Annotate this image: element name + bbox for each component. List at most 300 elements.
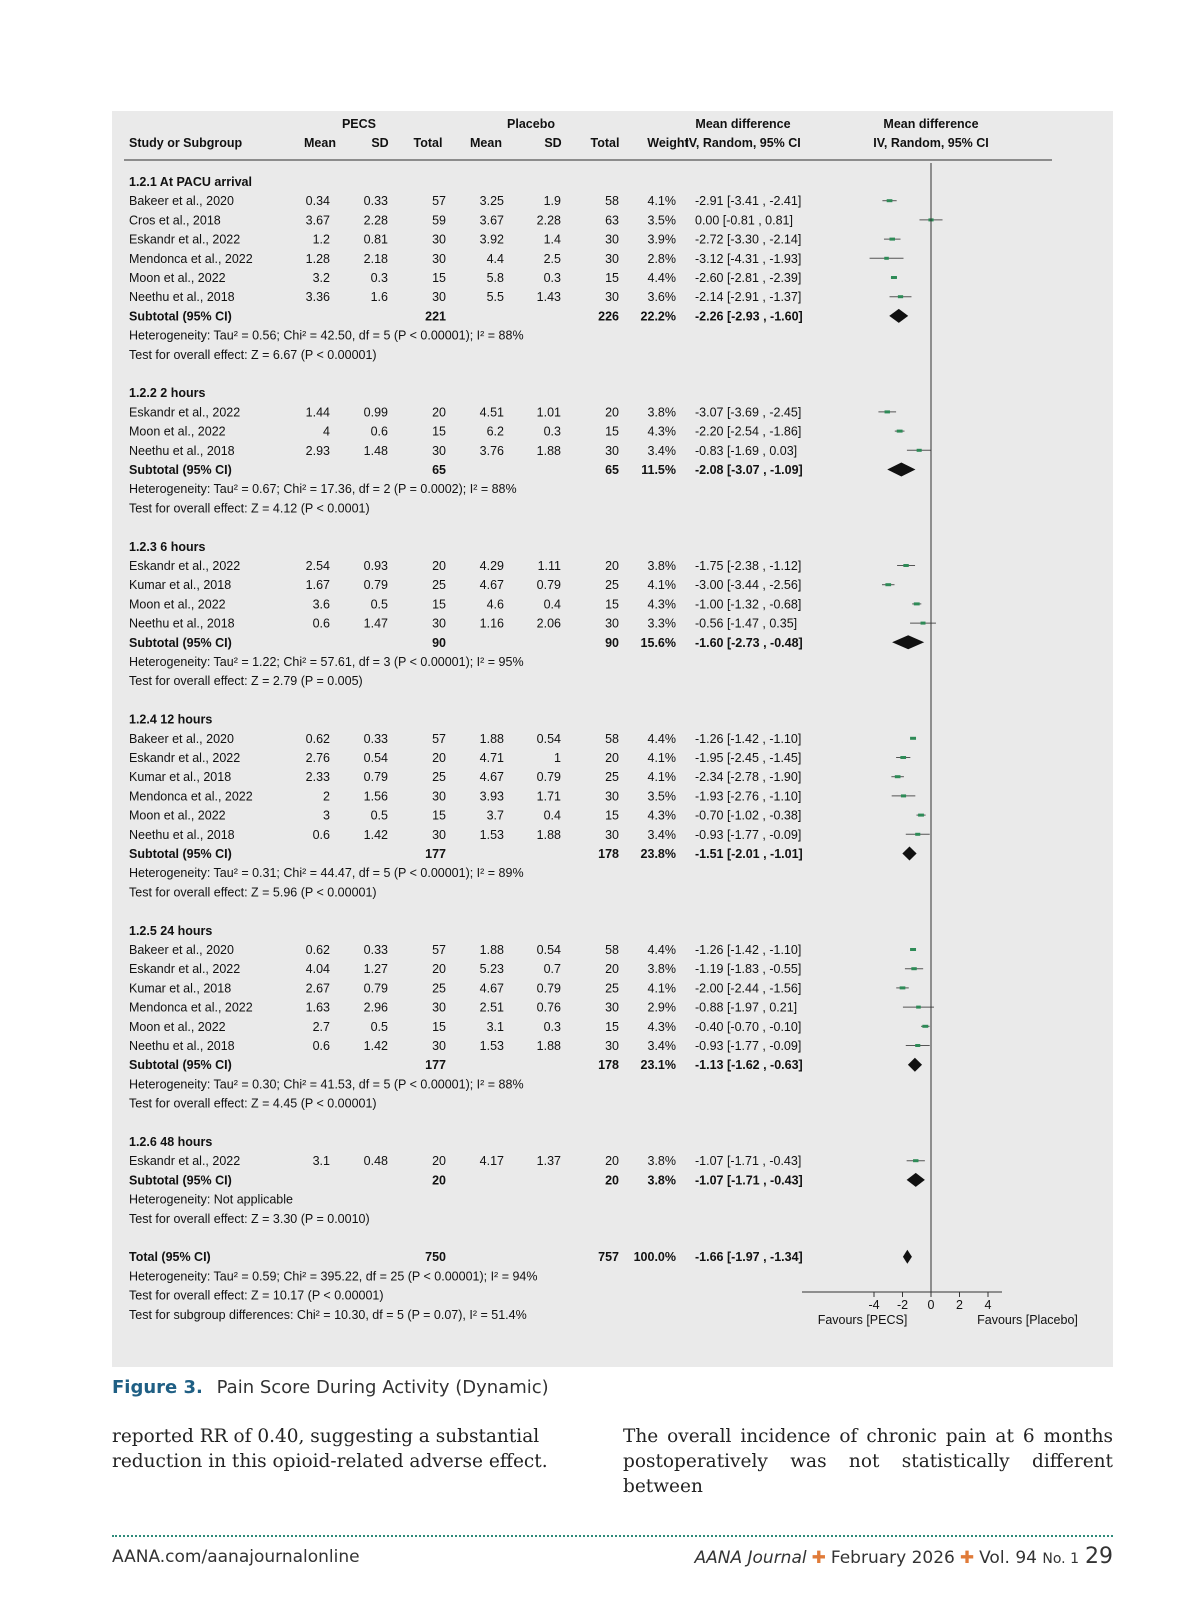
weight: 3.5% <box>647 213 676 228</box>
total-pecs: 15 <box>432 808 446 823</box>
total-total-placebo: 757 <box>598 1250 619 1265</box>
sd-pecs: 0.33 <box>363 194 388 209</box>
weight: 3.4% <box>647 443 676 458</box>
sd-pecs: 1.47 <box>363 616 388 631</box>
subgroup-title: 1.2.2 2 hours <box>129 386 206 401</box>
study-name: Mendonca et al., 2022 <box>129 1000 253 1015</box>
sd-pecs: 0.99 <box>363 405 388 420</box>
weight: 4.1% <box>647 578 676 593</box>
footer-url: AANA.com/aanajournalonline <box>112 1547 360 1567</box>
weight: 3.4% <box>647 1039 676 1053</box>
study-name: Neethu et al., 2018 <box>129 443 235 458</box>
subtotal-diamond <box>908 1058 922 1072</box>
sd-placebo: 1.9 <box>543 194 561 209</box>
subtotal-ci: -2.26 [-2.93 , -1.60] <box>695 309 803 324</box>
weight: 3.8% <box>647 1154 676 1169</box>
overall-effect-text: Test for overall effect: Z = 4.12 (P < 0.0001) <box>129 501 370 516</box>
sd-placebo: 1.43 <box>536 290 561 305</box>
study-point-estimate <box>884 257 889 260</box>
weight: 4.3% <box>647 597 676 612</box>
total-pecs: 20 <box>432 962 446 977</box>
sd-pecs: 2.18 <box>363 251 388 266</box>
study-name: Eskandr et al., 2022 <box>129 751 241 765</box>
mean-pecs: 4 <box>323 424 330 439</box>
sd-placebo: 0.4 <box>543 597 561 612</box>
mean-pecs: 0.6 <box>312 1039 330 1053</box>
study-point-estimate <box>900 756 906 759</box>
header-study: Study or Subgroup <box>129 136 243 150</box>
total-pecs: 25 <box>432 578 446 593</box>
study-name: Kumar et al., 2018 <box>129 770 232 785</box>
favours-placebo-label: Favours [Placebo] <box>977 1313 1078 1327</box>
footer-date: February 2026 <box>830 1548 955 1568</box>
total-placebo: 15 <box>605 808 619 823</box>
study-point-estimate <box>885 583 891 586</box>
total-placebo: 30 <box>605 251 619 266</box>
sd-placebo: 0.3 <box>543 1019 561 1034</box>
subtotal-diamond <box>902 847 916 861</box>
mean-pecs: 0.34 <box>305 194 330 209</box>
header-mean-pecs: Mean <box>304 136 336 150</box>
study-point-estimate <box>910 737 916 740</box>
mean-difference-ci: -1.07 [-1.71 , -0.43] <box>695 1154 802 1169</box>
mean-placebo: 4.67 <box>479 770 504 785</box>
mean-placebo: 3.76 <box>479 443 504 458</box>
heterogeneity-text: Heterogeneity: Tau² = 0.31; Chi² = 44.47, df = 5 (P < 0.00001); I² = 89% <box>129 866 524 881</box>
subtotal-weight: 3.8% <box>647 1173 676 1188</box>
heterogeneity-text: Heterogeneity: Tau² = 0.56; Chi² = 42.50, df = 5 (P < 0.00001); I² = 88% <box>129 328 524 343</box>
heterogeneity-text: Heterogeneity: Tau² = 0.30; Chi² = 41.53, df = 5 (P < 0.00001); I² = 88% <box>129 1077 524 1092</box>
mean-difference-ci: -1.00 [-1.32 , -0.68] <box>695 597 802 612</box>
subtotal-ci: -1.51 [-2.01 , -1.01] <box>695 847 803 861</box>
subtotal-label: Subtotal (95% CI) <box>129 309 232 324</box>
subtotal-weight: 23.1% <box>640 1058 676 1073</box>
study-name: Neethu et al., 2018 <box>129 827 235 842</box>
x-tick-label: -4 <box>868 1298 880 1312</box>
footer-citation <box>695 1544 1114 1569</box>
sd-placebo: 1.11 <box>537 559 561 573</box>
mean-placebo: 4.6 <box>486 597 504 612</box>
mean-placebo: 3.1 <box>486 1019 504 1034</box>
subtotal-label: Subtotal (95% CI) <box>129 1058 232 1073</box>
mean-placebo: 2.51 <box>479 1000 504 1015</box>
weight: 3.8% <box>647 559 676 573</box>
body-text-left: reported RR of 0.40, suggesting a substantial reduction in this opioid-related adverse effect. <box>112 1426 548 1472</box>
total-placebo: 30 <box>605 290 619 305</box>
subtotal-total-placebo: 178 <box>598 847 619 861</box>
total-pecs: 15 <box>432 1019 446 1034</box>
mean-difference-ci: -1.19 [-1.83 , -0.55] <box>695 962 802 977</box>
overall-effect-text: Test for overall effect: Z = 5.96 (P < 0.00001) <box>129 885 377 900</box>
mean-difference-ci: -1.95 [-2.45 , -1.45] <box>695 751 802 765</box>
study-point-estimate <box>914 602 920 605</box>
sd-placebo: 2.06 <box>536 616 561 631</box>
sd-pecs: 0.6 <box>370 424 388 439</box>
subtotal-ci: -1.07 [-1.71 , -0.43] <box>695 1173 803 1188</box>
mean-pecs: 3 <box>323 808 330 823</box>
subtotal-weight: 15.6% <box>640 635 676 650</box>
total-pecs: 30 <box>432 443 446 458</box>
sd-placebo: 0.79 <box>536 981 561 996</box>
study-point-estimate <box>915 1044 920 1047</box>
sd-placebo: 1.88 <box>536 443 561 458</box>
sd-placebo: 1.71 <box>536 789 561 804</box>
weight: 4.4% <box>647 271 676 285</box>
study-name: Moon et al., 2022 <box>129 1019 226 1034</box>
study-name: Eskandr et al., 2022 <box>129 559 241 573</box>
total-placebo: 58 <box>605 731 619 746</box>
mean-difference-ci: -1.26 [-1.42 , -1.10] <box>695 731 802 746</box>
mean-pecs: 0.62 <box>305 943 330 957</box>
study-name: Bakeer et al., 2020 <box>129 731 234 746</box>
sd-pecs: 0.54 <box>363 751 388 765</box>
sd-pecs: 0.93 <box>363 559 388 573</box>
mean-pecs: 1.44 <box>305 405 330 420</box>
total-pecs: 57 <box>432 194 446 209</box>
mean-placebo: 1.16 <box>479 616 504 631</box>
study-point-estimate <box>911 967 916 970</box>
subtotal-total-pecs: 221 <box>425 309 446 324</box>
total-placebo: 58 <box>605 943 619 957</box>
heterogeneity-text: Heterogeneity: Tau² = 1.22; Chi² = 57.61, df = 3 (P < 0.00001); I² = 95% <box>129 655 524 669</box>
sd-placebo: 0.79 <box>536 770 561 785</box>
mean-placebo: 4.67 <box>479 981 504 996</box>
mean-placebo: 4.29 <box>479 559 504 573</box>
study-point-estimate <box>889 238 895 241</box>
study-name: Mendonca et al., 2022 <box>129 789 253 804</box>
total-placebo: 30 <box>605 827 619 842</box>
study-point-estimate <box>900 986 906 989</box>
mean-placebo: 3.92 <box>479 232 504 247</box>
study-name: Moon et al., 2022 <box>129 597 226 612</box>
mean-pecs: 2.67 <box>305 981 330 996</box>
study-point-estimate <box>921 622 926 625</box>
mean-pecs: 2.33 <box>305 770 330 785</box>
mean-placebo: 5.23 <box>479 962 504 977</box>
mean-placebo: 5.5 <box>486 290 504 305</box>
sd-placebo: 0.76 <box>536 1000 561 1015</box>
footer-separator-icon: ✚ <box>811 1548 826 1568</box>
sd-placebo: 1.88 <box>536 1039 561 1053</box>
footer-volume: Vol. 94 <box>979 1548 1037 1568</box>
mean-placebo: 5.8 <box>486 271 504 285</box>
mean-placebo: 1.88 <box>479 731 504 746</box>
study-point-estimate <box>897 430 903 433</box>
total-placebo: 58 <box>605 194 619 209</box>
weight: 3.6% <box>647 290 676 305</box>
header-method: IV, Random, 95% CI <box>685 136 801 150</box>
weight: 3.3% <box>647 616 676 631</box>
sd-pecs: 0.5 <box>370 597 388 612</box>
subtotal-total-pecs: 65 <box>432 463 446 477</box>
subtotal-total-pecs: 177 <box>425 847 446 861</box>
mean-difference-ci: -2.60 [-2.81 , -2.39] <box>695 271 802 285</box>
study-name: Eskandr et al., 2022 <box>129 405 241 420</box>
sd-pecs: 0.81 <box>363 232 388 247</box>
heterogeneity-text: Heterogeneity: Tau² = 0.59; Chi² = 395.22, df = 25 (P < 0.00001); I² = 94% <box>129 1269 538 1284</box>
sd-pecs: 1.56 <box>363 789 388 804</box>
subtotal-ci: -1.60 [-2.73 , -0.48] <box>695 635 803 650</box>
weight: 4.3% <box>647 808 676 823</box>
study-name: Neethu et al., 2018 <box>129 290 235 305</box>
weight: 4.4% <box>647 731 676 746</box>
header-placebo: Placebo <box>507 117 555 131</box>
weight: 4.1% <box>647 981 676 996</box>
total-placebo: 15 <box>605 424 619 439</box>
weight: 4.3% <box>647 1019 676 1034</box>
mean-pecs: 2.54 <box>305 559 330 573</box>
total-placebo: 30 <box>605 1039 619 1053</box>
mean-difference-ci: -1.75 [-2.38 , -1.12] <box>695 559 802 573</box>
sd-pecs: 0.5 <box>370 808 388 823</box>
weight: 3.8% <box>647 405 676 420</box>
subtotal-label: Subtotal (95% CI) <box>129 1173 232 1188</box>
mean-pecs: 0.6 <box>312 616 330 631</box>
mean-pecs: 0.6 <box>312 827 330 842</box>
total-label: Total (95% CI) <box>129 1250 211 1265</box>
mean-pecs: 2 <box>323 789 330 804</box>
favours-pecs-label: Favours [PECS] <box>817 1313 908 1327</box>
total-ci: -1.66 [-1.97 , -1.34] <box>695 1250 803 1265</box>
mean-placebo: 3.7 <box>486 808 504 823</box>
sd-placebo: 1.88 <box>536 827 561 842</box>
weight: 3.8% <box>647 962 676 977</box>
page-number: 29 <box>1085 1544 1113 1569</box>
mean-pecs: 4.04 <box>305 962 330 977</box>
mean-difference-ci: -0.83 [-1.69 , 0.03] <box>695 443 798 458</box>
study-name: Cros et al., 2018 <box>129 213 221 228</box>
sd-pecs: 2.96 <box>363 1000 388 1015</box>
total-placebo: 30 <box>605 443 619 458</box>
total-placebo: 20 <box>605 1154 619 1169</box>
sd-pecs: 0.33 <box>363 943 388 957</box>
total-placebo: 30 <box>605 616 619 631</box>
mean-placebo: 1.88 <box>479 943 504 957</box>
total-placebo: 25 <box>605 770 619 785</box>
weight: 4.1% <box>647 751 676 765</box>
footer-issue: No. 1 <box>1042 1551 1079 1567</box>
forest-plot-figure <box>112 111 1113 1367</box>
mean-difference-ci: -2.20 [-2.54 , -1.86] <box>695 424 802 439</box>
sd-pecs: 1.6 <box>370 290 388 305</box>
total-pecs: 25 <box>432 770 446 785</box>
mean-placebo: 3.25 <box>479 194 504 209</box>
total-placebo: 30 <box>605 1000 619 1015</box>
total-pecs: 25 <box>432 981 446 996</box>
mean-pecs: 3.6 <box>312 597 330 612</box>
mean-difference-ci: -1.26 [-1.42 , -1.10] <box>695 943 802 957</box>
total-placebo: 20 <box>605 559 619 573</box>
header-sd-placebo: SD <box>544 136 562 150</box>
total-placebo: 25 <box>605 981 619 996</box>
overall-effect-text: Test for overall effect: Z = 6.67 (P < 0.00001) <box>129 347 377 362</box>
subgroup-title: 1.2.4 12 hours <box>129 712 213 727</box>
mean-pecs: 1.67 <box>305 578 330 593</box>
sd-pecs: 2.28 <box>363 213 388 228</box>
study-name: Kumar et al., 2018 <box>129 981 232 996</box>
subtotal-diamond <box>892 635 924 649</box>
mean-difference-ci: -2.34 [-2.78 , -1.90] <box>695 770 802 785</box>
mean-difference-ci: -0.56 [-1.47 , 0.35] <box>695 616 798 631</box>
study-name: Moon et al., 2022 <box>129 808 226 823</box>
total-pecs: 59 <box>432 213 446 228</box>
mean-difference-ci: -3.12 [-4.31 , -1.93] <box>695 251 802 266</box>
mean-pecs: 2.93 <box>305 443 330 458</box>
total-placebo: 30 <box>605 232 619 247</box>
mean-placebo: 3.93 <box>479 789 504 804</box>
mean-placebo: 4.71 <box>479 751 504 765</box>
study-name: Bakeer et al., 2020 <box>129 943 234 957</box>
sd-placebo: 0.4 <box>543 808 561 823</box>
sd-pecs: 0.79 <box>363 981 388 996</box>
subtotal-total-pecs: 177 <box>425 1058 446 1073</box>
study-point-estimate <box>916 1006 921 1009</box>
mean-pecs: 2.7 <box>312 1019 330 1034</box>
subgroup-differences-text: Test for subgroup differences: Chi² = 10.30, df = 5 (P = 0.07), I² = 51.4% <box>129 1307 527 1322</box>
mean-difference-ci: -3.00 [-3.44 , -2.56] <box>695 578 802 593</box>
mean-pecs: 1.2 <box>312 232 330 247</box>
sd-placebo: 0.79 <box>536 578 561 593</box>
mean-placebo: 4.51 <box>479 405 504 420</box>
mean-placebo: 3.67 <box>479 213 504 228</box>
total-pecs: 20 <box>432 559 446 573</box>
weight: 2.9% <box>647 1000 676 1015</box>
x-tick-label: 4 <box>984 1298 992 1312</box>
subtotal-total-pecs: 20 <box>432 1173 446 1188</box>
header-sd-pecs: SD <box>371 136 389 150</box>
total-weight: 100.0% <box>633 1250 676 1265</box>
sd-placebo: 0.54 <box>536 731 561 746</box>
mean-pecs: 3.2 <box>312 271 330 285</box>
footer-separator-icon: ✚ <box>959 1548 975 1568</box>
total-pecs: 20 <box>432 751 446 765</box>
sd-pecs: 1.42 <box>363 1039 388 1053</box>
subtotal-ci: -1.13 [-1.62 , -0.63] <box>695 1058 803 1073</box>
header-mean-difference: Mean difference <box>695 117 791 131</box>
subgroup-title: 1.2.6 48 hours <box>129 1135 213 1149</box>
subtotal-diamond <box>907 1173 925 1187</box>
header-weight: Weight <box>647 136 689 150</box>
weight: 4.4% <box>647 943 676 957</box>
total-total-pecs: 750 <box>425 1250 446 1265</box>
subtotal-diamond <box>887 463 915 477</box>
mean-pecs: 2.76 <box>305 751 330 765</box>
mean-difference-ci: -2.72 [-3.30 , -2.14] <box>695 232 802 247</box>
heterogeneity-text: Heterogeneity: Not applicable <box>129 1192 293 1207</box>
study-name: Neethu et al., 2018 <box>129 1039 235 1053</box>
sd-pecs: 1.48 <box>363 443 388 458</box>
total-pecs: 57 <box>432 731 446 746</box>
subgroup-title: 1.2.3 6 hours <box>129 539 206 554</box>
study-point-estimate <box>922 1025 928 1028</box>
subgroup-title: 1.2.1 At PACU arrival <box>129 175 252 189</box>
overall-effect-text: Test for overall effect: Z = 3.30 (P = 0.0010) <box>129 1211 370 1226</box>
weight: 4.3% <box>647 424 676 439</box>
study-point-estimate <box>887 199 893 202</box>
figure-caption <box>112 1377 549 1398</box>
weight: 3.4% <box>647 827 676 842</box>
study-name: Eskandr et al., 2022 <box>129 232 241 247</box>
sd-pecs: 0.79 <box>363 770 388 785</box>
total-placebo: 20 <box>605 962 619 977</box>
study-point-estimate <box>898 295 903 298</box>
sd-pecs: 0.33 <box>363 731 388 746</box>
body-text-right: The overall incidence of chronic pain at 6 months postoperatively was not statistically different between <box>623 1426 1113 1497</box>
total-placebo: 15 <box>605 597 619 612</box>
mean-pecs: 0.62 <box>305 731 330 746</box>
study-name: Neethu et al., 2018 <box>129 616 235 631</box>
sd-placebo: 1.37 <box>536 1154 561 1169</box>
subtotal-total-placebo: 226 <box>598 309 619 324</box>
sd-pecs: 0.79 <box>363 578 388 593</box>
sd-placebo: 0.3 <box>543 271 561 285</box>
x-tick-label: 2 <box>956 1298 963 1312</box>
figure-caption-text: Pain Score During Activity (Dynamic) <box>216 1377 549 1398</box>
total-placebo: 15 <box>605 271 619 285</box>
mean-placebo: 1.53 <box>479 827 504 842</box>
total-pecs: 15 <box>432 271 446 285</box>
weight: 4.1% <box>647 770 676 785</box>
overall-effect-text: Test for overall effect: Z = 4.45 (P < 0.00001) <box>129 1096 377 1111</box>
heterogeneity-text: Heterogeneity: Tau² = 0.67; Chi² = 17.36, df = 2 (P = 0.0002); I² = 88% <box>129 482 517 497</box>
weight: 3.9% <box>647 232 676 247</box>
subtotal-weight: 22.2% <box>640 309 676 324</box>
sd-pecs: 0.3 <box>370 271 388 285</box>
total-pecs: 30 <box>432 290 446 305</box>
study-point-estimate <box>901 794 906 797</box>
sd-pecs: 1.42 <box>363 827 388 842</box>
sd-placebo: 0.54 <box>536 943 561 957</box>
total-pecs: 20 <box>432 1154 446 1169</box>
subtotal-total-placebo: 90 <box>605 635 619 650</box>
study-point-estimate <box>895 775 901 778</box>
total-placebo: 20 <box>605 405 619 420</box>
study-name: Moon et al., 2022 <box>129 271 226 285</box>
study-point-estimate <box>910 948 916 951</box>
total-pecs: 30 <box>432 1000 446 1015</box>
subtotal-label: Subtotal (95% CI) <box>129 847 232 861</box>
sd-placebo: 1.4 <box>543 232 561 247</box>
mean-placebo: 4.4 <box>486 251 504 266</box>
study-name: Kumar et al., 2018 <box>129 578 232 593</box>
total-pecs: 20 <box>432 405 446 420</box>
study-point-estimate <box>885 410 890 413</box>
weight: 3.5% <box>647 789 676 804</box>
overall-effect-text: Test for overall effect: Z = 2.79 (P = 0.005) <box>129 674 363 689</box>
mean-difference-ci: -0.40 [-0.70 , -0.10] <box>695 1019 802 1034</box>
sd-placebo: 1.01 <box>536 405 561 420</box>
mean-pecs: 1.28 <box>305 251 330 266</box>
mean-pecs: 3.67 <box>305 213 330 228</box>
mean-difference-ci: -0.70 [-1.02 , -0.38] <box>695 808 802 823</box>
total-pecs: 30 <box>432 232 446 247</box>
overall-effect-text: Test for overall effect: Z = 10.17 (P < 0.00001) <box>129 1288 384 1303</box>
mean-placebo: 4.17 <box>479 1154 504 1169</box>
study-name: Moon et al., 2022 <box>129 424 226 439</box>
weight: 2.8% <box>647 251 676 266</box>
subtotal-total-placebo: 178 <box>598 1058 619 1073</box>
header-total-pecs: Total <box>413 136 443 150</box>
figure-label: Figure 3. <box>112 1377 203 1398</box>
mean-difference-ci: -0.93 [-1.77 , -0.09] <box>695 827 802 842</box>
subtotal-ci: -2.08 [-3.07 , -1.09] <box>695 463 803 477</box>
subgroup-title: 1.2.5 24 hours <box>129 923 213 938</box>
subtotal-total-placebo: 65 <box>605 463 619 477</box>
mean-difference-ci: -0.88 [-1.97 , 0.21] <box>695 1000 798 1015</box>
subtotal-diamond <box>889 309 908 323</box>
total-placebo: 63 <box>605 213 619 228</box>
subtotal-label: Subtotal (95% CI) <box>129 635 232 650</box>
